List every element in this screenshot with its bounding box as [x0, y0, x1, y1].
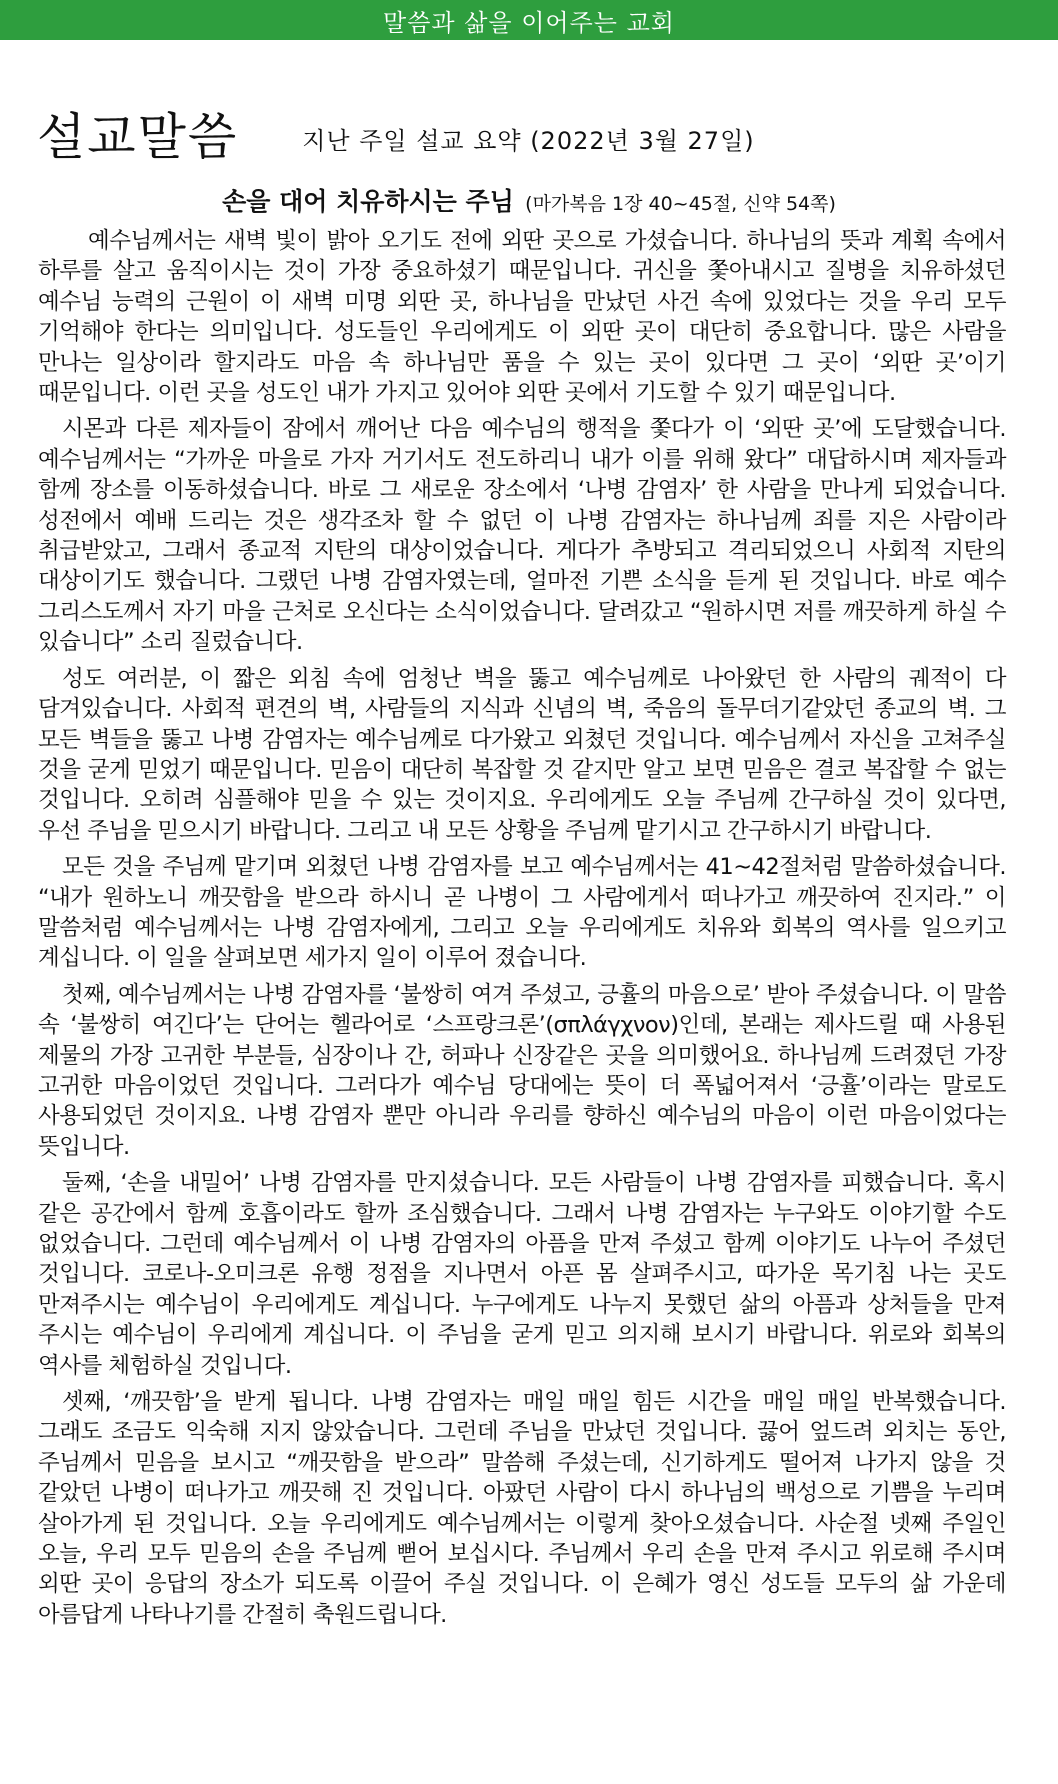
church-banner — [0, 0, 1058, 40]
sermon-body — [38, 226, 1006, 1636]
sermon-paragraph: 성도 여러분, 이 짧은 외침 속에 엄청난 벽을 뚫고 예수님께로 나아왔던 한 사람의 궤적이 다 담겨있습니다. 사회적 편견의 벽, 사람들의 지식과 신념의 벽, 죽음의 돌무더기같았던 종교의 벽. 그 모든 벽들을 뚫고 나병 감염자는 예수님께로 다가왔고 외쳤던 것입니다. 예수님께서 자신을 고쳐주실 것을 굳게 믿었기 때문입니다. 믿음이 대단히 복잡할 것 같지만 알고 보면 믿음은 결코 복잡할 수 없는 것입니다. 오히려 심플해야 믿을 수 있는 것이지요. 우리에게도 오늘 주님께 간구하실 것이 있다면, 우선 주님을 믿으시기 바랍니다. 그리고 내 모든 상황을 주님께 맡기시고 간구하시기 바랍니다. — [38, 665, 1006, 844]
sermon-paragraph: 셋째, ‘깨끗함’을 받게 됩니다. 나병 감염자는 매일 매일 힘든 시간을 매일 매일 반복했습니다. 그래도 조금도 익숙해 지지 않았습니다. 그런데 주님을 만났던 것입니다. 끓어 엎드려 외치는 동안, 주님께서 믿음을 보시고 “깨끗함을 받으라” 말씀해 주셨는데, 신기하게도 떨어져 나가지 않을 것 같았던 나병이 떠나가고 깨끗해 진 것입니다. 아팠던 사람이 다시 하나님의 백성으로 기쁨을 누리며 살아가게 된 것입니다. 오늘 우리에게도 예수님께서는 이렇게 찾아오셨습니다. 사순절 넷째 주일인 오늘, 우리 모두 믿음의 손을 주님께 뻗어 보십시다. 주님께서 우리 손을 만져 주시고 위로해 주시며 외딴 곳이 응답의 장소가 되도록 이끌어 주실 것입니다. 이 은혜가 영신 성도들 모두의 삶 가운데 아름답게 나타나기를 간절히 축원드립니다. — [38, 1389, 1006, 1628]
title-row — [37, 98, 1027, 168]
sermon-paragraph: 시몬과 다른 제자들이 잠에서 깨어난 다음 예수님의 행적을 쫓다가 이 ‘외딴 곳’에 도달했습니다. 예수님께서는 “가까운 마을로 가자 거기서도 전도하리니 내가 이를 위해 왔다” 대답하시며 제자들과 함께 장소를 이동하셨습니다. 바로 그 새로운 장소에서 ‘나병 감염자’ 한 사람을 만나게 되었습니다. 성전에서 예배 드리는 것은 생각조차 할 수 없던 이 나병 감염자는 하나님께 죄를 지은 사람이라 취급받았고, 그래서 종교적 지탄의 대상이었습니다. 게다가 추방되고 격리되었으니 사회적 지탄의 대상이기도 했습니다. 그랬던 나병 감염자였는데, 얼마전 기쁜 소식을 듣게 된 것입니다. 바로 예수 그리스도께서 자기 마을 근처로 오신다는 소식이었습니다. 달려갔고 “원하시면 저를 깨끗하게 하실 수 있습니다” 소리 질렀습니다. — [38, 416, 1006, 656]
banner-text: 말씀과 삶을 이어주는 교회 — [383, 8, 675, 37]
sermon-paragraph: 첫째, 예수님께서는 나병 감염자를 ‘불쌍히 여겨 주셨고, 긍휼의 마음으로’ 받아 주셨습니다. 이 말씀 속 ‘불쌍히 여긴다’는 단어는 헬라어로 ‘스프랑크론’(σπλάγχνον)인데, 본래는 제사드릴 때 사용된 제물의 가장 고귀한 부분들, 심장이나 간, 허파나 신장같은 곳을 의미했어요. 하나님께 드려졌던 가장 고귀한 마음이었던 것입니다. 그러다가 예수님 당대에는 뜻이 더 폭넓어져서 ‘긍휼’이라는 말로도 사용되었던 것이지요. 나병 감염자 뿐만 아니라 우리를 향하신 예수님의 마음이 이런 마음이었다는 뜻입니다. — [38, 981, 1006, 1160]
sermon-heading — [0, 182, 1058, 218]
sermon-paragraph: 예수님께서는 새벽 빛이 밝아 오기도 전에 외딴 곳으로 가셨습니다. 하나님의 뜻과 계획 속에서 하루를 살고 움직이시는 것이 가장 중요하셨기 때문입니다. 귀신을 쫓아내시고 질병을 치유하셨던 예수님 능력의 근원이 이 새벽 미명 외딴 곳, 하나님을 만났던 사건 속에 있었다는 것을 우리 모두 기억해야 한다는 의미입니다. 성도들인 우리에게도 이 외딴 곳이 대단히 중요합니다. 많은 사람을 만나는 일상이라 할지라도 마음 속 하나님만 품을 수 있는 곳이 있다면 그 곳이 ‘외딴 곳’이기 때문입니다. 이런 곳을 성도인 내가 가지고 있어야 외딴 곳에서 기도할 수 있기 때문입니다. — [38, 228, 1006, 407]
scripture-reference: (마가복음 1장 40~45절, 신약 54쪽) — [525, 193, 836, 215]
sermon-title: 손을 대어 치유하시는 주님 — [222, 187, 514, 216]
sermon-paragraph: 둘째, ‘손을 내밀어’ 나병 감염자를 만지셨습니다. 모든 사람들이 나병 감염자를 피했습니다. 혹시 같은 공간에서 함께 호흡이라도 할까 조심했습니다. 그래서 나병 감염자는 누구와도 이야기할 수도 없었습니다. 그런데 예수님께서 이 나병 감염자의 아픔을 만져 주셨고 함께 이야기도 나누어 주셨던 것입니다. 코로나-오미크론 유행 정점을 지나면서 아픈 몸 살펴주시고, 따가운 목기침 나는 곳도 만져주시는 예수님이 우리에게도 계십니다. 누구에게도 나누지 못했던 삶의 아픔과 상처들을 만져 주시는 예수님이 우리에게 계십니다. 이 주님을 굳게 믿고 의지해 보시기 바랍니다. 위로와 회복의 역사를 체험하실 것입니다. — [38, 1170, 1006, 1379]
sermon-paragraph: 모든 것을 주님께 맡기며 외쳤던 나병 감염자를 보고 예수님께서는 41~42절처럼 말씀하셨습니다. “내가 원하노니 깨끗함을 받으라 하시니 곧 나병이 그 사람에게서 떠나가고 깨끗하여 진지라.” 이 말씀처럼 예수님께서는 나병 감염자에게, 그리고 오늘 우리에게도 치유와 회복의 역사를 일으키고 계십니다. 이 일을 살펴보면 세가지 일이 이루어 졌습니다. — [38, 854, 1006, 972]
page-subtitle: 지난 주일 설교 요약 (2022년 3월 27일) — [302, 126, 755, 155]
page-title: 설교말씀 — [37, 108, 239, 166]
